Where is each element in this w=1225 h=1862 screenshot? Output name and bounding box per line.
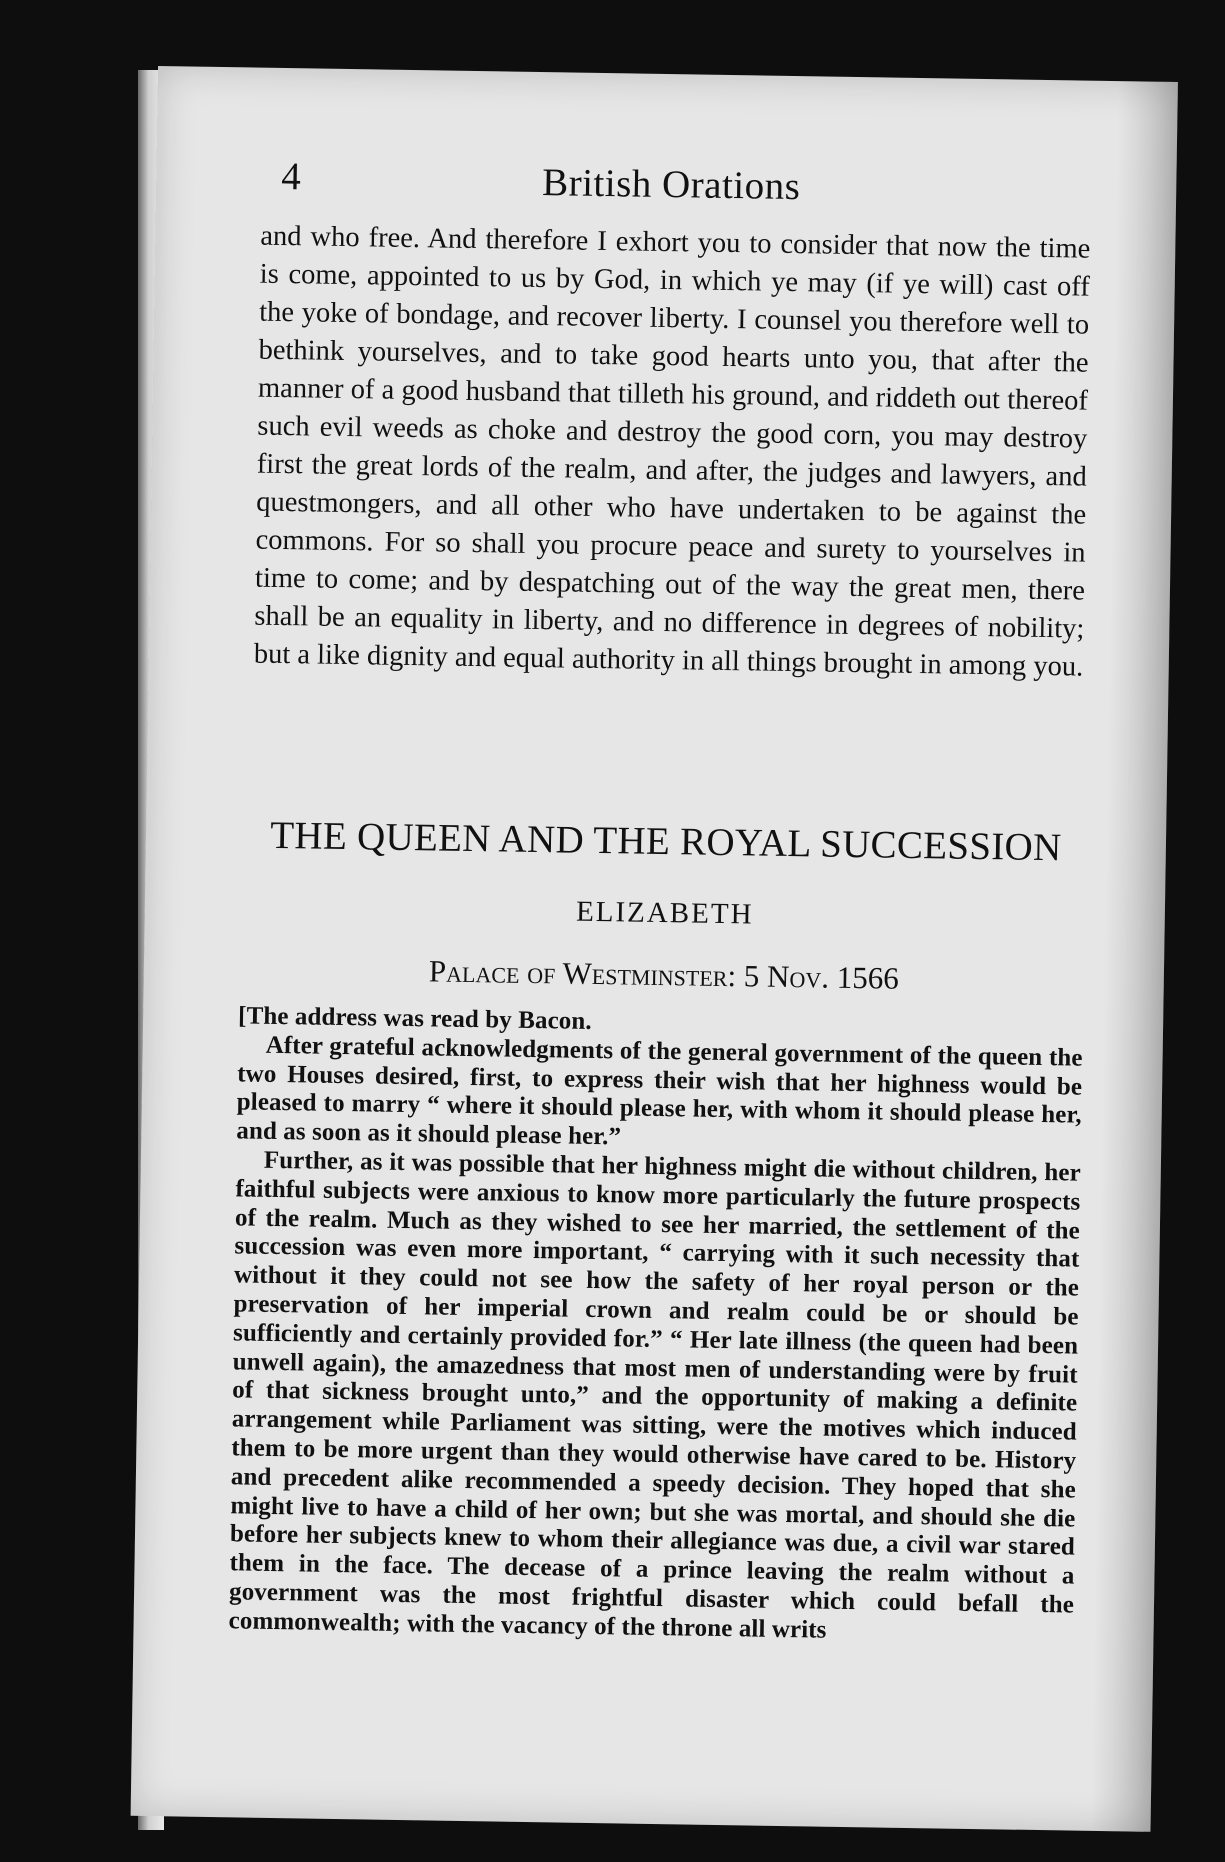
passage-paragraph: and who free. And therefore I exhort you to consider that now the time is come, appointed to us by God, in which ye may (if ye will) cast off the yoke of bondage, and recover liberty. I counsel you therefore well to bethink yourselves, and to take good hearts unto you, that after the manner of a good husband that tilleth his ground, and riddeth out thereof such evil weeds as choke and destroy the good corn, you may destroy first the great lords of the realm, and after, the judges and lawyers, and questmongers, and all other who have undertaken to be against the commons. For so shall you procure peace and surety to yourselves in time to come; and by despatching out of the way the great men, there shall be an equality in liberty, and no difference in degrees of nobility; but a like dignity and equal authority in all things brought in among you. [253, 220, 1091, 683]
place-and-date: Palace of Westminster: 5 Nov. 1566 [428, 953, 900, 996]
headnote-paragraph: Further, as it was possible that her highness might die without children, her faithful subjects were anxious to know more particularly the future prospects of the realm. Much as they wished to see her married, the settlement of the succession was even more important, “ carrying with it such necessity that without it they could not see how the safety of her royal person or the preservation of her imperial crown and realm could be or should be sufficiently and certainly provided for.” “ Her late illness (the queen had been unwell again), the amazedness that most men of understanding were by fruit of that sickness brought unto,” and the opportunity of making a definite arrangement while Parliament was sitting, were the motives which induced them to be more urgent than they would otherwise have cared to be. History and precedent alike recommended a speedy decision. They hoped that she might live to have a child of her own; but she was mortal, and should she die before her subjects knew to whom their allegiance was due, a civil war stared them in the face. The decease of a prince leaving the realm without a government was the most frightful disaster which could befall the commonwealth; with the vacancy of the throne all writs [228, 1146, 1081, 1644]
speaker-name: ELIZABETH [575, 895, 754, 931]
book-page [131, 66, 1178, 1832]
headnote-paragraph: [The address was read by Bacon. [237, 1002, 592, 1035]
headnote-paragraph: After grateful acknowledgments of the general government of the queen the two Houses desired, first, to express their wish that her highness would be pleased to marry “ where it should please her, with whom it should please her, and as soon as it should please her.” [236, 1031, 1083, 1151]
section-title: THE QUEEN AND THE ROYAL SUCCESSION [269, 813, 1062, 870]
running-head [281, 154, 1062, 226]
page-shadow [1090, 81, 1177, 1832]
headnote [228, 1002, 1083, 1649]
book-title: British Orations [541, 161, 801, 209]
page-number: 4 [281, 154, 302, 199]
continued-passage [254, 218, 1091, 687]
